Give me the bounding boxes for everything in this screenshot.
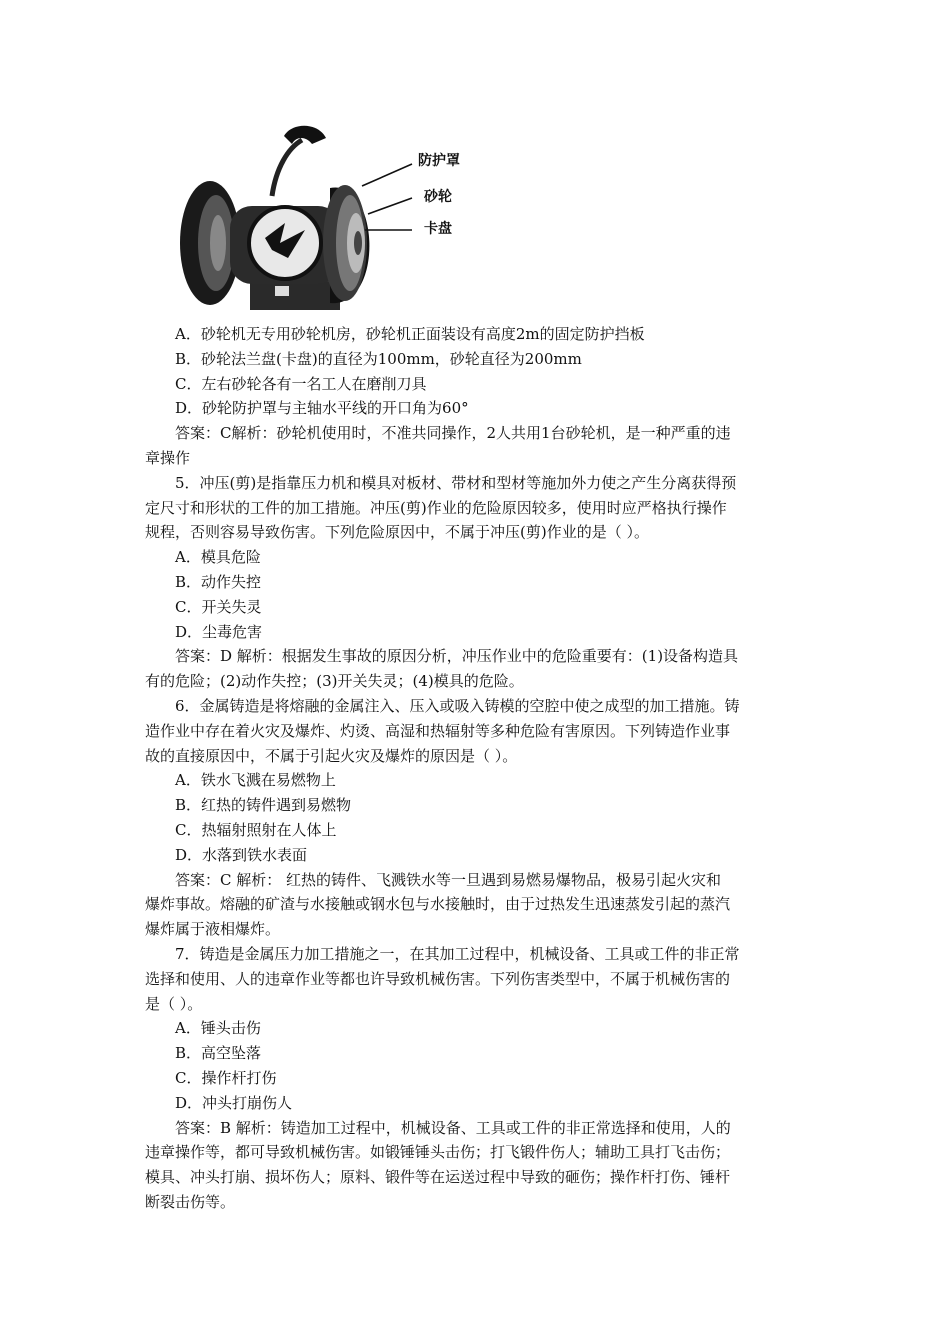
label-chuck: 卡盘 <box>424 221 452 237</box>
document-body <box>145 322 809 1215</box>
q4-option-b: B．砂轮法兰盘(卡盘)的直径为100mm，砂轮直径为200mm <box>175 349 582 368</box>
q4-option-a: A．砂轮机无专用砂轮机房，砂轮机正面装设有高度2m的固定防护挡板 <box>175 325 645 343</box>
q6-option-b: B．红热的铸件遇到易燃物 <box>175 796 352 815</box>
q4-answer-line-1: 答案：C解析：砂轮机使用时，不准共同操作，2人共用1台砂轮机，是一种严重的违 <box>175 424 731 443</box>
q7-answer-line-2: 违章操作等，都可导致机械伤害。如锻锤锤头击伤；打飞锻件伤人；辅助工具打飞击伤； <box>145 1143 731 1162</box>
q5-question-line-3: 规程，否则容易导致伤害。下列危险原因中，不属于冲压(剪)作业的是（ ）。 <box>145 523 649 542</box>
q5-question-line-2: 定尺寸和形状的工件的加工措施。冲压(剪)作业的危险原因较多，使用时应严格执行操作 <box>145 498 727 517</box>
bench-grinder-figure <box>180 118 480 318</box>
q7-question-line-2: 选择和使用、人的违章作业等都也许导致机械伤害。下列伤害类型中，不属于机械伤害的 <box>145 969 731 988</box>
q4-option-c: C．左右砂轮各有一名工人在磨削刀具 <box>175 374 427 393</box>
label-grinding-wheel: 砂轮 <box>424 189 452 205</box>
q6-question-line-2: 造作业中存在着火灾及爆炸、灼烫、高湿和热辐射等多种危险有害原因。下列铸造作业事 <box>145 721 731 740</box>
q5-option-d: D．尘毒危害 <box>175 622 263 641</box>
q6-answer-line-3: 爆炸属于液相爆炸。 <box>145 920 281 939</box>
q6-question-line-3: 故的直接原因中，不属于引起火灾及爆炸的原因是（ ）。 <box>145 746 518 765</box>
label-guard: 防护罩 <box>418 153 460 169</box>
q7-answer-line-1: 答案：B 解析：铸造加工过程中，机械设备、工具或工件的非正常选择和使用，人的 <box>175 1118 731 1137</box>
q7-option-d: D．冲头打崩伤人 <box>175 1093 293 1112</box>
q4-answer-line-2: 章操作 <box>145 448 191 467</box>
q7-option-a: A．锤头击伤 <box>175 1019 261 1038</box>
q7-option-b: B．高空坠落 <box>175 1044 262 1063</box>
q7-question-line-3: 是（ ）。 <box>145 994 203 1013</box>
q6-answer-line-2: 爆炸事故。熔融的矿渣与水接触或钢水包与水接触时，由于过热发生迅速蒸发引起的蒸汽 <box>145 895 731 914</box>
q7-answer-line-4: 断裂击伤等。 <box>145 1192 236 1211</box>
q5-question-line-1: 5．冲压(剪)是指靠压力机和模具对板材、带材和型材等施加外力使之产生分离获得预 <box>175 473 737 492</box>
q7-answer-line-3: 模具、冲头打崩、损坏伤人；原料、锻件等在运送过程中导致的砸伤；操作杆打伤、锤杆 <box>145 1168 731 1187</box>
q4-option-d: D．砂轮防护罩与主轴水平线的开口角为60° <box>175 399 469 418</box>
q5-answer-line-1: 答案：D 解析：根据发生事故的原因分析，冲压作业中的危险重要有：(1)设备构造具 <box>175 647 739 666</box>
q5-option-c: C．开关失灵 <box>175 597 262 616</box>
q6-answer-line-1: 答案：C 解析： 红热的铸件、飞溅铁水等一旦遇到易燃易爆物品，极易引起火灾和 <box>175 870 722 889</box>
q5-answer-line-2: 有的危险；(2)动作失控；(3)开关失灵；(4)模具的危险。 <box>145 672 524 691</box>
q5-option-a: A．模具危险 <box>175 548 261 567</box>
bench-grinder-illustration <box>180 118 480 318</box>
q6-question-line-1: 6．金属铸造是将熔融的金属注入、压入或吸入铸模的空腔中使之成型的加工措施。铸 <box>175 696 740 715</box>
q7-option-c: C．操作杆打伤 <box>175 1068 277 1087</box>
q6-option-a: A．铁水飞溅在易燃物上 <box>175 771 336 790</box>
q7-question-line-1: 7．铸造是金属压力加工措施之一，在其加工过程中，机械设备、工具或工件的非正常 <box>175 944 740 963</box>
q6-option-c: C．热辐射照射在人体上 <box>175 820 337 839</box>
q5-option-b: B．动作失控 <box>175 572 262 591</box>
q6-option-d: D．水落到铁水表面 <box>175 845 308 864</box>
